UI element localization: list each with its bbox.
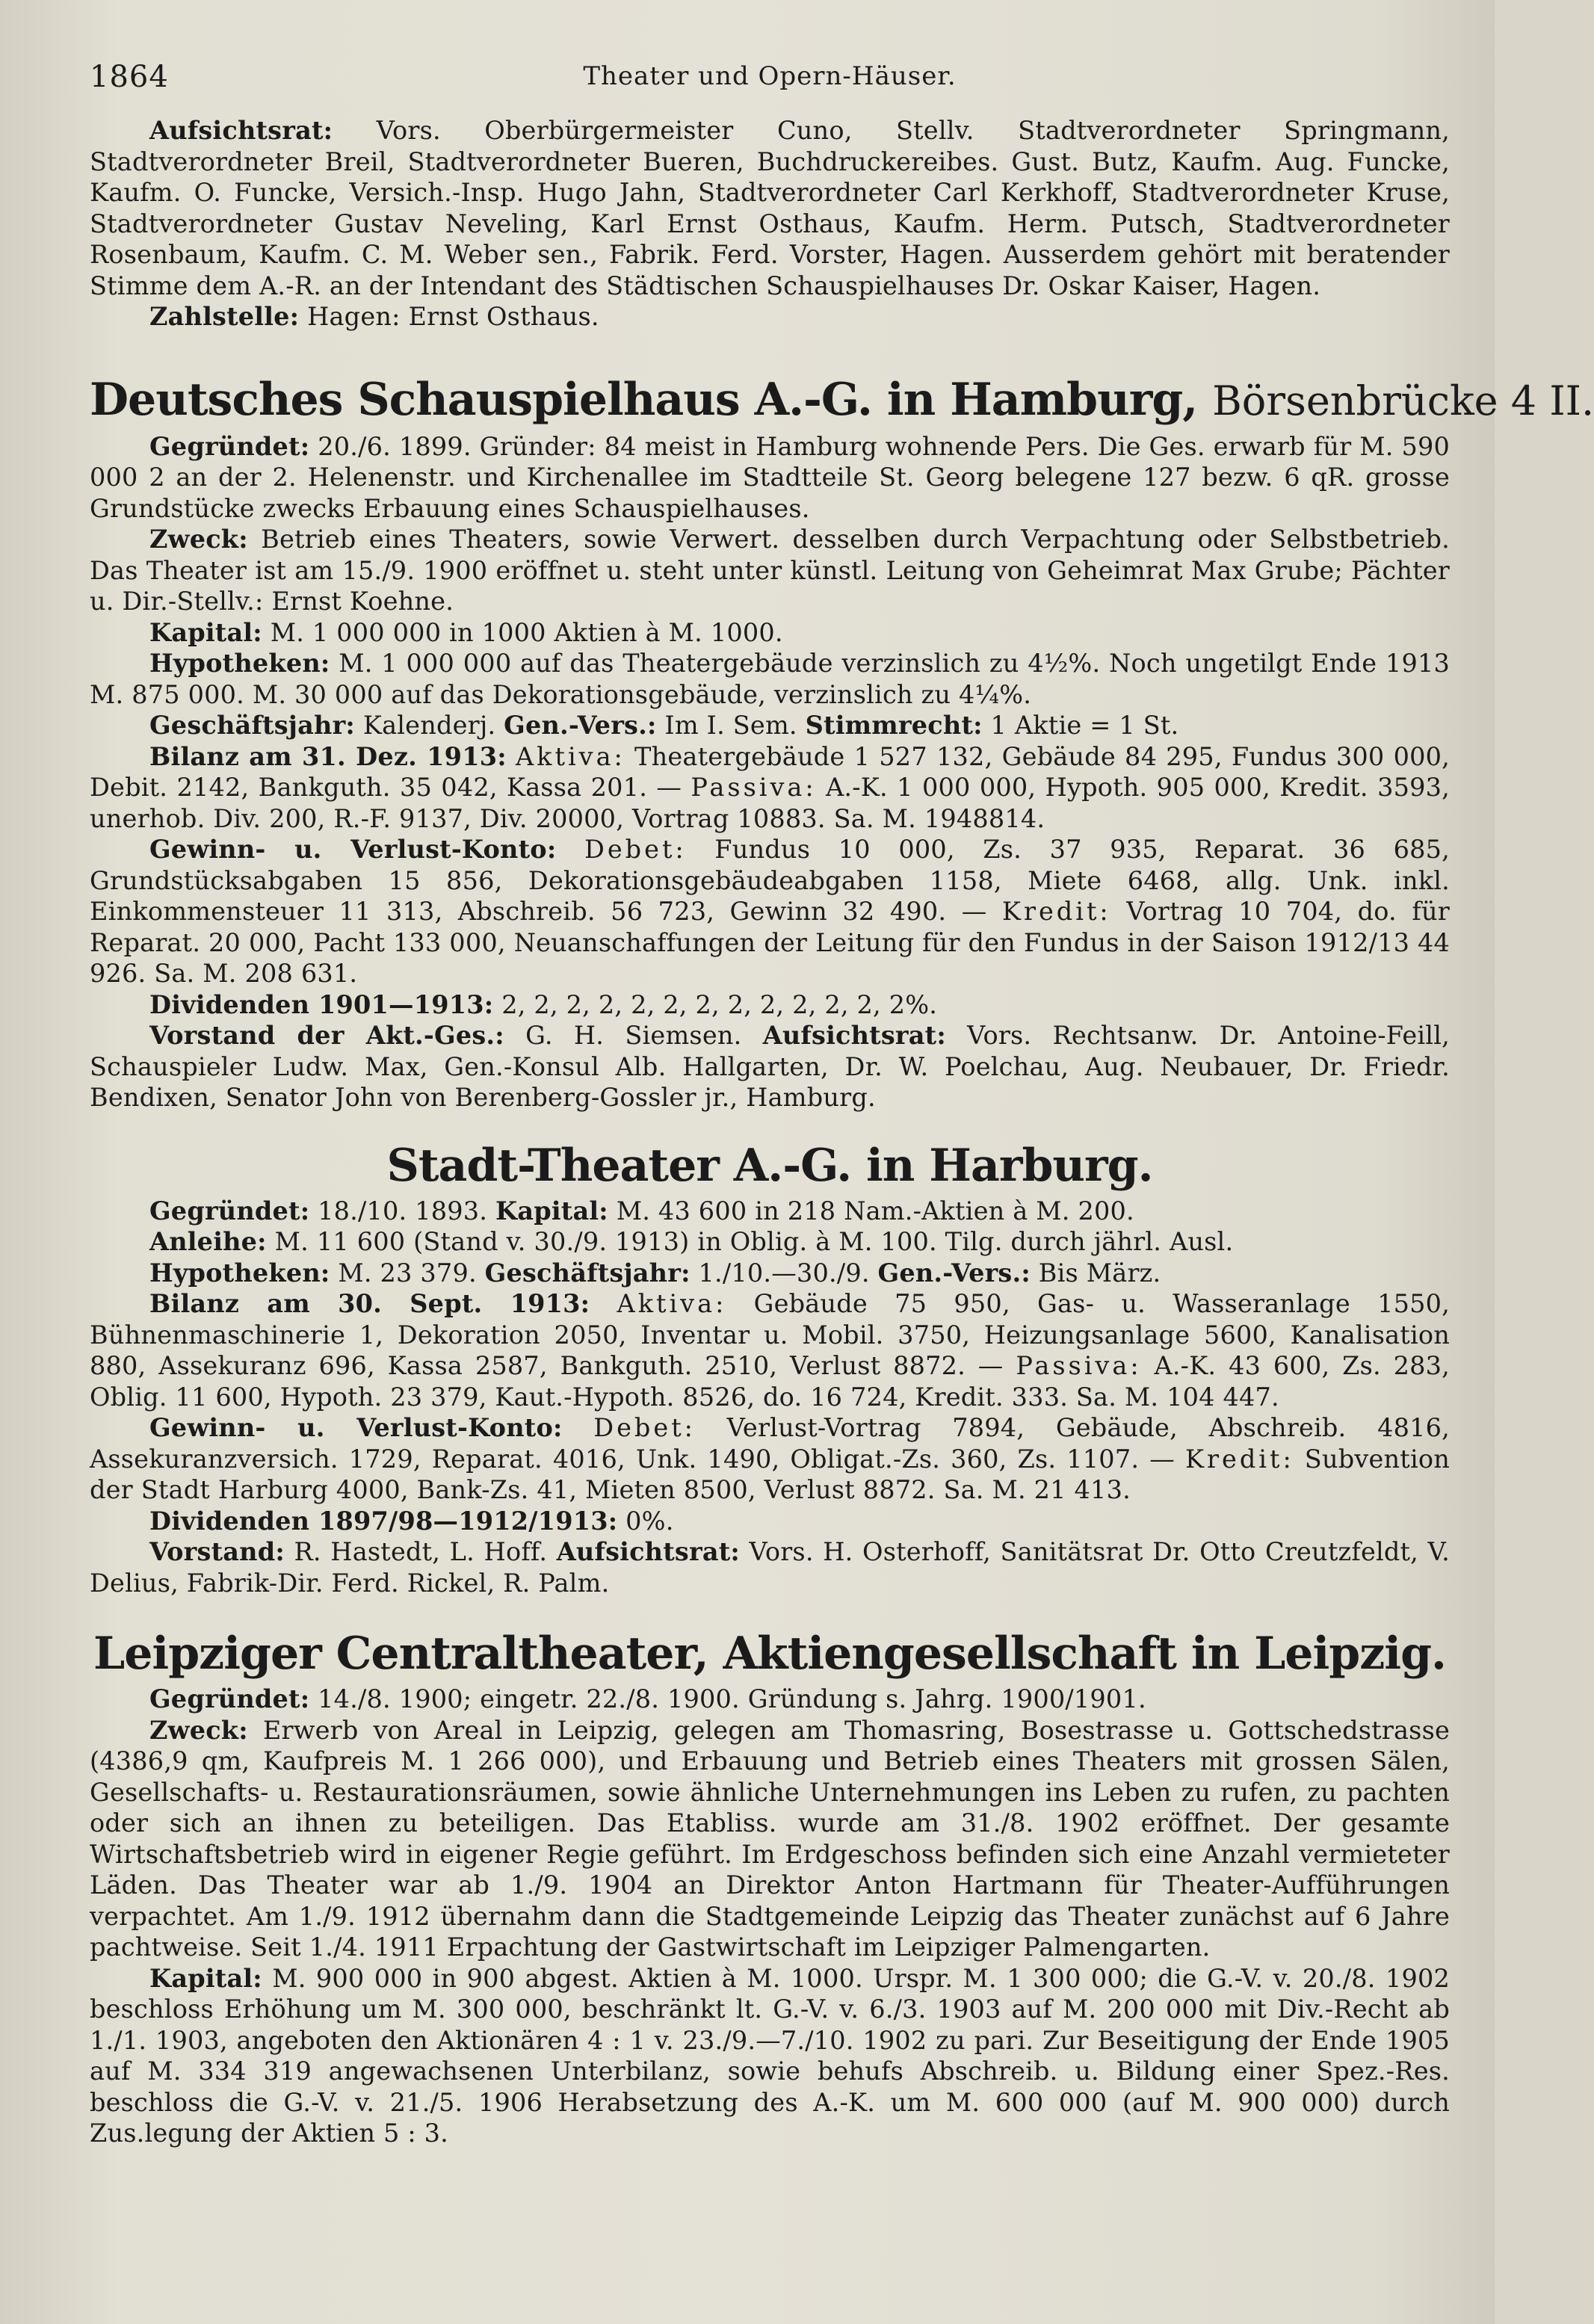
- field-text: Theatergebäude 1 527 132, Gebäude 84 295, Fundus 300 000, Debit. 2142, Bankguth. 35 042, Kassa 201. —: [90, 741, 1450, 802]
- paragraph: [90, 524, 1450, 617]
- field-sublabel: Kredit:: [1001, 897, 1111, 926]
- field-text: 1./10.—30./9.: [698, 1258, 870, 1288]
- entry-title: Leipziger Centraltheater, Aktiengesellschaft in Leipzig.: [93, 1628, 1446, 1680]
- field-text: 14./8. 1900; eingetr. 22./8. 1900. Gründung s. Jahrg. 1900/1901.: [318, 1684, 1146, 1713]
- paragraph: [90, 1684, 1450, 1715]
- field-label: Gen.-Vers.:: [877, 1258, 1031, 1288]
- paragraph: [90, 989, 1450, 1021]
- field-sublabel: Aktiva:: [515, 741, 625, 771]
- field-text: 20./6. 1899. Gründer: 84 meist in Hamburg wohnende Pers. Die Ges. erwarb für M. 590 000 2 an der 2. Helenenstr. und Kirchenallee im Stadtteile St. Georg belegene 127 bezw. 6 qR. grosse Grundstücke zwecks Erbauung eines Schauspielhauses.: [90, 431, 1450, 523]
- paragraph: [90, 1288, 1450, 1412]
- field-sublabel: Kredit:: [1184, 1444, 1294, 1474]
- field-sublabel: Aktiva:: [617, 1289, 727, 1318]
- field-text: Erwerb von Areal in Leipzig, gelegen am Thomasring, Bosestrasse u. Gottschedstrasse (4386,9 qm, Kaufpreis M. 1 266 000), und Erbauung und Betrieb eines Theaters mit grossen Sälen, Gesellschafts- u. Restaurationsräumen, sowie ähnliche Unternehmungen ins Leben zu rufen, zu pachten oder sich an ihnen zu beteiligen. Das Etabliss. wurde am 31./8. 1902 eröffnet. Der gesamte Wirtschaftsbetrieb wird in eigener Regie geführt. Im Erdgeschoss befinden sich eine Anzahl vermieteter Läden. Das Theater war ab 1./9. 1904 an Direktor Anton Hartmann für Theater-Aufführungen verpachtet. Am 1./9. 1912 übernahm dann die Stadtgemeinde Leipzig das Theater zunächst auf 6 Jahre pachtweise. Seit 1./4. 1911 Erpachtung der Gastwirtschaft im Leipziger Palmengarten.: [90, 1715, 1450, 1962]
- previous-entry-continuation: [90, 115, 1450, 333]
- field-text: R. Hastedt, L. Hoff.: [294, 1537, 548, 1566]
- field-text: Vortrag 10 704, do. für Reparat. 20 000, Pacht 133 000, Neuanschaffungen der Leitung für den Fundus in der Saison 1912/13 44 926. Sa. M. 208 631.: [90, 897, 1450, 988]
- field-label: Gegründet:: [149, 431, 310, 461]
- paragraph: [90, 431, 1450, 525]
- field-text: Fundus 10 000, Zs. 37 935, Reparat. 36 685, Grundstücksabgaben 15 856, Dekorationsgebäudeabgaben 1158, Miete 6468, allg. Unk. inkl. Einkommensteuer 11 313, Abschreib. 56 723, Gewinn 32 490. —: [90, 835, 1450, 926]
- field-text: 0%.: [625, 1506, 674, 1536]
- paragraph: [90, 301, 1450, 333]
- field-label: Kapital:: [149, 1963, 262, 1993]
- running-head: [90, 52, 1450, 97]
- field-text: G. H. Siemsen.: [525, 1021, 742, 1050]
- field-sublabel: Debet:: [593, 1413, 696, 1442]
- field-label: Bilanz am 31. Dez. 1913:: [149, 741, 507, 771]
- field-text: Im I. Sem.: [664, 711, 797, 740]
- entry-harburg: [90, 1136, 1450, 1599]
- paragraph: [90, 741, 1450, 835]
- field-text: Vors. Rechtsanw. Dr. Antoine-Feill, Schauspieler Ludw. Max, Gen.-Konsul Alb. Hallgarten, Dr. W. Poelchau, Aug. Neubauer, Dr. Friedr. Bendixen, Senator John von Berenberg-Gossler jr., Hamburg.: [90, 1021, 1450, 1112]
- field-label: Hypotheken:: [149, 1258, 330, 1288]
- entry-title: [90, 370, 1594, 431]
- field-text: 2, 2, 2, 2, 2, 2, 2, 2, 2, 2, 2, 2, 2%.: [501, 989, 938, 1019]
- field-text: A.-K. 1 000 000, Hypoth. 905 000, Kredit. 3593, unerhob. Div. 200, R.-F. 9137, Div. 20000, Vortrag 10883. Sa. M. 1948814.: [90, 773, 1450, 833]
- entry-address: Börsenbrücke 4 II.: [1212, 377, 1594, 424]
- field-text: M. 11 600 (Stand v. 30./9. 1913) in Oblig. à M. 100. Tilg. durch jährl. Ausl.: [274, 1227, 1234, 1256]
- field-label: Gewinn- u. Verlust-Konto:: [149, 835, 557, 864]
- paragraph: [90, 648, 1450, 710]
- field-text: Kalenderj.: [362, 711, 496, 740]
- running-title: Theater und Opern-Häuser.: [583, 61, 957, 91]
- field-label: Gegründet:: [149, 1684, 310, 1713]
- field-label: Geschäftsjahr:: [484, 1258, 691, 1288]
- paragraph: [90, 617, 1450, 649]
- paragraph: [90, 1536, 1450, 1598]
- paragraph: [90, 1226, 1450, 1258]
- field-text: Hagen: Ernst Osthaus.: [307, 302, 599, 331]
- field-label: Gen.-Vers.:: [504, 711, 657, 740]
- field-label: Zahlstelle:: [149, 302, 300, 331]
- paragraph: [90, 834, 1450, 989]
- field-label: Aufsichtsrat:: [149, 116, 333, 145]
- field-text: M. 900 000 in 900 abgest. Aktien à M. 1000. Urspr. M. 1 300 000; die G.-V. v. 20./8. 1902 beschloss Erhöhung um M. 300 000, beschränkt lt. G.-V. v. 6./3. 1903 auf M. 200 000 mit Div.-Recht ab 1./1. 1903, angeboten den Aktionären 4 : 1 v. 23./9.—7./10. 1902 zu pari. Zur Beseitigung der Ende 1905 auf M. 334 319 angewachsenen Unterbilanz, sowie behufs Abschreib. u. Bildung einer Spez.-Res. beschloss die G.-V. v. 21./5. 1906 Herabsetzung des A.-K. um M. 600 000 (auf M. 900 000) durch Zus.legung der Aktien 5 : 3.: [90, 1963, 1450, 2148]
- field-label: Vorstand:: [149, 1537, 285, 1566]
- paragraph: [90, 115, 1450, 301]
- field-label: Dividenden 1901—1913:: [149, 989, 494, 1019]
- field-sublabel: Passiva:: [1016, 1351, 1142, 1380]
- field-label: Dividenden 1897/98—1912/1913:: [149, 1506, 618, 1536]
- paragraph: [90, 1715, 1450, 1963]
- field-text: 18./10. 1893.: [318, 1196, 488, 1226]
- field-label: Gegründet:: [149, 1196, 310, 1226]
- field-label: Bilanz am 30. Sept. 1913:: [149, 1289, 590, 1318]
- field-label: Zweck:: [149, 1715, 248, 1745]
- field-text: M. 23 379.: [338, 1258, 477, 1288]
- field-text: Verlust-Vortrag 7894, Gebäude, Abschreib. 4816, Assekuranzversich. 1729, Reparat. 4016, Unk. 1490, Obligat.-Zs. 360, Zs. 1107. —: [90, 1413, 1450, 1474]
- field-text: M. 1 000 000 auf das Theatergebäude verzinslich zu 4½%. Noch ungetilgt Ende 1913 M. 875 000. M. 30 000 auf das Dekorationsgebäude, verzinslich zu 4¼%.: [90, 649, 1450, 709]
- entry-title-text: Deutsches Schauspielhaus A.-G. in Hamburg,: [90, 373, 1198, 426]
- paragraph: [90, 1506, 1450, 1537]
- field-label: Hypotheken:: [149, 649, 330, 678]
- entry-leipzig: [90, 1624, 1450, 2149]
- field-text: A.-K. 43 600, Zs. 283, Oblig. 11 600, Hypoth. 23 379, Kaut.-Hypoth. 8526, do. 16 724, Kredit. 333. Sa. M. 104 447.: [90, 1351, 1450, 1412]
- paragraph: [90, 1412, 1450, 1506]
- page-number: 1864: [90, 60, 169, 94]
- field-label: Kapital:: [149, 617, 262, 647]
- field-text: Vors. Oberbürgermeister Cuno, Stellv. Stadtverordneter Springmann, Stadtverordneter Breil, Stadtverordneter Bueren, Buchdruckereibes. Gust. Butz, Kaufm. Aug. Funcke, Kaufm. O. Funcke, Versich.-Insp. Hugo Jahn, Stadtverordneter Carl Kerkhoff, Stadtverordneter Kruse, Stadtverordneter Gustav Neveling, Karl Ernst Osthaus, Kaufm. Herm. Putsch, Stadtverordneter Rosenbaum, Kaufm. C. M. Weber sen., Fabrik. Ferd. Vorster, Hagen. Ausserdem gehört mit beratender Stimme dem A.-R. an der Intendant des Städtischen Schauspielhauses Dr. Oskar Kaiser, Hagen.: [90, 116, 1450, 300]
- field-label: Zweck:: [149, 525, 248, 554]
- paragraph: [90, 1020, 1450, 1113]
- field-label: Stimmrecht:: [805, 711, 983, 740]
- field-label: Vorstand der Akt.-Ges.:: [149, 1021, 504, 1050]
- paragraph: [90, 1963, 1450, 2149]
- field-text: M. 1 000 000 in 1000 Aktien à M. 1000.: [270, 617, 783, 647]
- paragraph: [90, 1258, 1450, 1289]
- field-text: 1 Aktie = 1 St.: [990, 711, 1179, 740]
- field-label: Anleihe:: [149, 1227, 267, 1256]
- field-label: Aufsichtsrat:: [556, 1537, 740, 1566]
- paragraph: [90, 1196, 1450, 1227]
- field-text: Vors. H. Osterhoff, Sanitätsrat Dr. Otto Creutzfeldt, V. Delius, Fabrik-Dir. Ferd. Rickel, R. Palm.: [90, 1537, 1450, 1598]
- field-label: Gewinn- u. Verlust-Konto:: [149, 1413, 563, 1442]
- field-text: Subvention der Stadt Harburg 4000, Bank-Zs. 41, Mieten 8500, Verlust 8872. Sa. M. 21 413.: [90, 1444, 1451, 1504]
- field-label: Kapital:: [495, 1196, 608, 1226]
- field-sublabel: Passiva:: [691, 773, 817, 802]
- field-text: M. 43 600 in 218 Nam.-Aktien à M. 200.: [616, 1196, 1134, 1226]
- field-text: Betrieb eines Theaters, sowie Verwert. desselben durch Verpachtung oder Selbstbetrieb. Das Theater ist am 15./9. 1900 eröffnet u. steht unter künstl. Leitung von Geheimrat Max Grube; Pächter u. Dir.-Stellv.: Ernst Koehne.: [90, 525, 1450, 616]
- field-text: Bis März.: [1038, 1258, 1161, 1288]
- field-sublabel: Debet:: [584, 835, 687, 864]
- field-label: Geschäftsjahr:: [149, 711, 355, 740]
- entry-hamburg: [90, 370, 1594, 1113]
- entry-title: Stadt-Theater A.-G. in Harburg.: [386, 1139, 1153, 1192]
- field-text: Gebäude 75 950, Gas- u. Wasseranlage 1550, Bühnenmaschinerie 1, Dekoration 2050, Inventar u. Mobil. 3750, Heizungsanlage 5600, Kanalisation 880, Assekuranz 696, Kassa 2587, Bankguth. 2510, Verlust 8872. —: [90, 1289, 1451, 1380]
- field-label: Aufsichtsrat:: [762, 1021, 946, 1050]
- paragraph: [90, 710, 1450, 741]
